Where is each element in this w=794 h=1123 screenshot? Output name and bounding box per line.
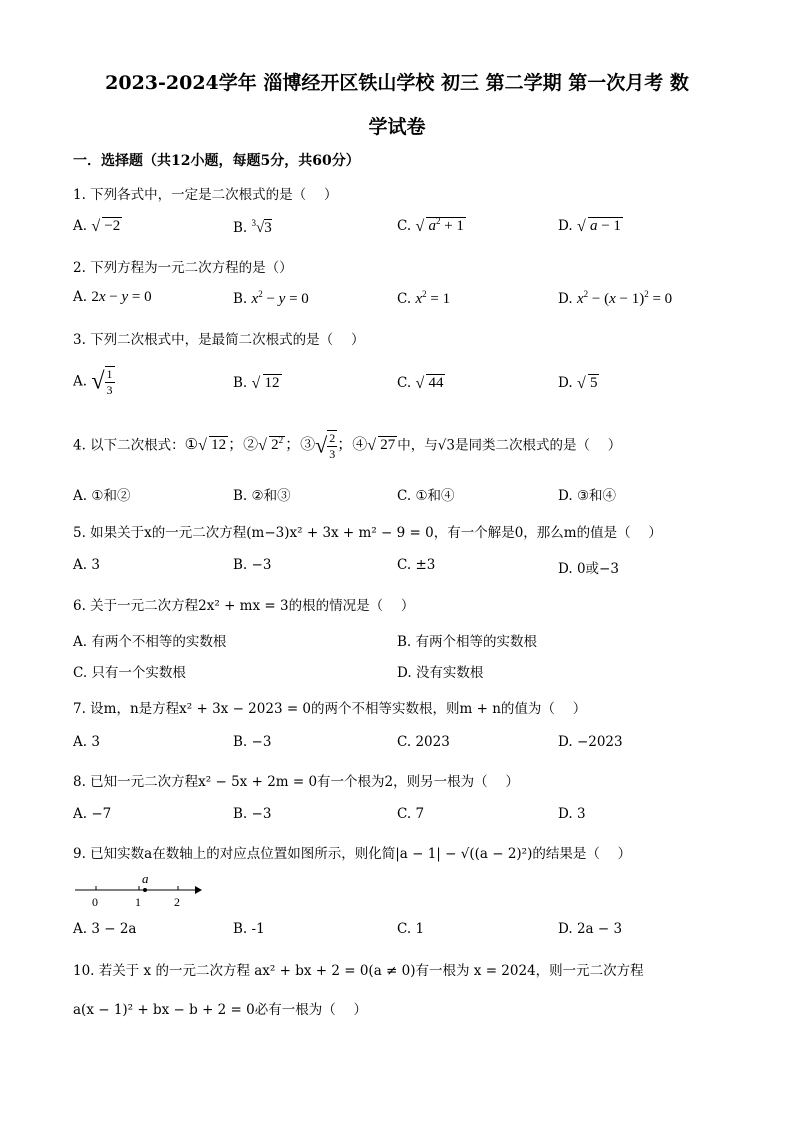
axis-arrow-icon bbox=[195, 886, 202, 894]
question-3-stem: 3. 下列二次根式中，是最简二次根式的是（ ） bbox=[73, 332, 365, 348]
question-10-stem: 10. 若关于 x 的一元二次方程 ax² + bx + 2 = 0(a ≠ 0)有一根为 x = 2024，则一元二次方程 bbox=[73, 963, 644, 979]
q3-option-b: B. √ 12 bbox=[233, 375, 280, 392]
q8-option-d: D. 3 bbox=[558, 806, 586, 822]
q5-option-c: C. ±3 bbox=[397, 557, 436, 573]
q2-option-c: C. $x^2 = 1$ bbox=[397, 289, 451, 307]
question-5-stem: 5. 如果关于x的一元二次方程(m−3)x² + 3x + m² − 9 = 0，有一个解是0，那么m的值是（ ） bbox=[73, 525, 662, 541]
q8-option-b: B. −3 bbox=[233, 806, 272, 822]
q7-option-d: D. −2023 bbox=[558, 734, 623, 750]
sqrt-expr: √ −2 bbox=[91, 218, 121, 235]
cube-root-expr: $^3$√3 bbox=[251, 218, 272, 236]
question-6-stem: 6. 关于一元二次方程2x² + mx = 3的根的情况是（ ） bbox=[73, 598, 415, 614]
q2-option-b: B. $x^2 - y = 0$ bbox=[233, 289, 309, 307]
q6-option-b: B. 有两个相等的实数根 bbox=[397, 634, 538, 650]
q1-option-d: D. √ a − 1 bbox=[558, 218, 621, 235]
q9-option-b: B. -1 bbox=[233, 921, 265, 937]
q6-option-a: A. 有两个不相等的实数根 bbox=[73, 634, 227, 650]
q9-option-a: A. 3 − 2a bbox=[73, 921, 137, 937]
question-7-stem: 7. 设m，n是方程x² + 3x − 2023 = 0的两个不相等实数根，则m + n的值为（ ） bbox=[73, 701, 587, 717]
q5-option-a: A. 3 bbox=[73, 557, 100, 573]
q1-option-b: B. $^3$√3 bbox=[233, 218, 272, 236]
q9-option-d: D. 2a − 3 bbox=[558, 921, 623, 937]
q5-option-b: B. −3 bbox=[233, 557, 272, 573]
q8-option-a: A. −7 bbox=[73, 806, 112, 822]
q8-option-c: C. 7 bbox=[397, 806, 425, 822]
tick-label-0: 0 bbox=[92, 895, 98, 909]
q7-option-a: A. 3 bbox=[73, 734, 100, 750]
q4-option-c: C. ①和④ bbox=[397, 488, 455, 504]
q1-option-c: C. √ $a^2 + 1$ bbox=[397, 216, 464, 235]
question-4-stem: 4. 以下二次根式：① √ 12 ；② √ $2^2$ ；③√ $\frac{2}{3}$ ；④ √ 27 中，与√3是同类二次根式的是（ ） bbox=[73, 431, 622, 461]
q5-option-d: D. 0或−3 bbox=[558, 561, 619, 577]
question-9-stem: 9. 已知实数a在数轴上的对应点位置如图所示，则化简|a − 1| − √((a − 2)²)的结果是（ ） bbox=[73, 846, 632, 862]
q3-option-c: C. √ 44 bbox=[397, 375, 444, 392]
q6-option-d: D. 没有实数根 bbox=[397, 665, 484, 681]
q7-option-c: C. 2023 bbox=[397, 734, 450, 750]
point-a bbox=[143, 888, 147, 892]
q4-option-d: D. ③和④ bbox=[558, 488, 617, 504]
number-line-figure bbox=[73, 870, 203, 910]
q6-option-c: C. 只有一个实数根 bbox=[73, 665, 186, 681]
question-1-stem: 1. 下列各式中，一定是二次根式的是（ ） bbox=[73, 187, 338, 203]
q3-option-a: A. √ $\frac{1}{3}$ bbox=[73, 367, 113, 397]
title-line-1: 2023-2024学年 淄博经开区铁山学校 初三 第二学期 第一次月考 数 bbox=[105, 72, 689, 94]
q1-option-a: A. √ −2 bbox=[73, 218, 121, 235]
q2-option-a: A. 2x − y = 0 bbox=[73, 289, 152, 305]
q9-option-c: C. 1 bbox=[397, 921, 425, 937]
q7-option-b: B. −3 bbox=[233, 734, 272, 750]
q2-option-d: D. $x^2 - (x - 1)^2 = 0$ bbox=[558, 289, 673, 307]
question-10-stem-cont: a(x − 1)² + bx − b + 2 = 0必有一根为（ ） bbox=[73, 1002, 368, 1018]
question-2-stem: 2. 下列方程为一元二次方程的是（） bbox=[73, 260, 293, 276]
q4-option-a: A. ①和② bbox=[73, 488, 131, 504]
tick-label-2: 2 bbox=[174, 895, 180, 909]
q3-option-d: D. √ 5 bbox=[558, 375, 598, 392]
question-8-stem: 8. 已知一元二次方程x² − 5x + 2m = 0有一个根为2，则另一根为（ ） bbox=[73, 774, 519, 790]
tick-label-1: 1 bbox=[135, 895, 141, 909]
point-label-a: a bbox=[142, 871, 149, 886]
q4-option-b: B. ②和③ bbox=[233, 488, 291, 504]
title-line-2: 学试卷 bbox=[368, 116, 426, 138]
section-heading: 一．选择题（共12小题，每题5分，共60分） bbox=[73, 153, 360, 169]
